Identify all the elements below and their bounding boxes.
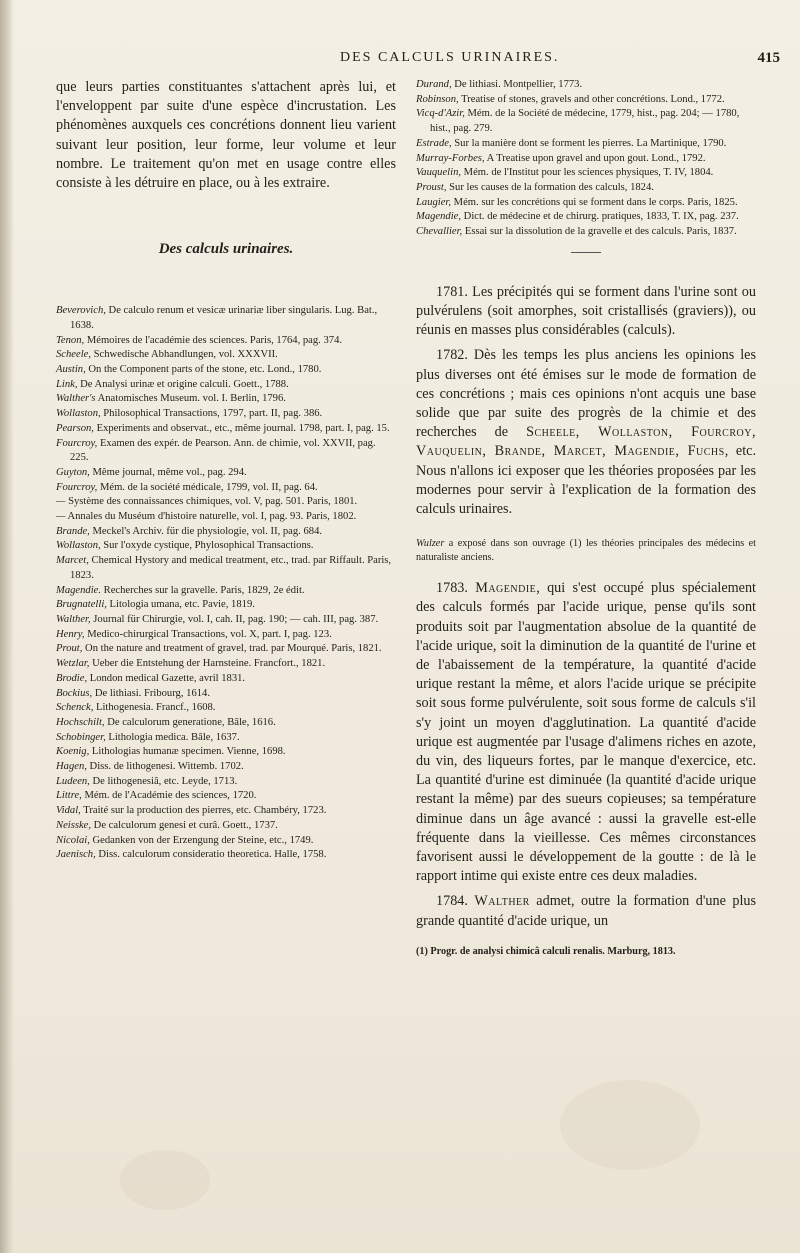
bibliography-text: De calculorum generatione, Bâle, 1616. (104, 716, 276, 728)
paper-stain (560, 1080, 700, 1170)
bibliography-text: Mémoires de l'académie des sciences. Paris, 1764, pag. 374. (84, 334, 343, 346)
bibliography-text: Système des connaissances chimiques, vol. V, pag. 501. Paris, 1801. (65, 496, 358, 508)
bibliography-text: Sur l'oxyde cystique, Phylosophical Transactions. (100, 540, 314, 552)
bibliography-author: Marcet, (56, 555, 89, 567)
bibliography-text: Traité sur la production des pierres, etc. Chambéry, 1723. (80, 805, 327, 817)
bibliography-author: Henry, (56, 628, 85, 640)
bibliography-text: A Treatise upon gravel and upon gout. Lond., 1792. (484, 152, 706, 164)
paragraph-1784-body: admet, outre la formation d'une plus grande quantité d'acide urique, un (416, 893, 757, 929)
bibliography-text: Meckel's Archiv. für die physiologie, vol. II, pag. 684. (89, 525, 323, 537)
bibliography-entry (56, 539, 396, 554)
bibliography-text: De calculorum genesi et curâ. Goett., 1737. (91, 819, 278, 831)
bibliography-entry (416, 225, 756, 240)
bibliography-entry (416, 210, 756, 225)
bibliography-author: Hochschilt, (56, 716, 105, 728)
bibliography-entry (56, 848, 396, 863)
bibliography-text: Journal für Chirurgie, vol. I, cah. II, pag. 190; — cah. III, pag. 387. (90, 613, 379, 625)
bibliography-text: Anatomisches Museum. vol. I. Berlin, 1796. (95, 393, 286, 405)
bibliography-entry (56, 407, 396, 422)
bibliography-author: Murray-Forbes, (416, 152, 485, 164)
paper-stain (120, 1150, 210, 1210)
bibliography-entry (56, 745, 396, 760)
bibliography-text: Diss. calculorum consideratio theoretica. Halle, 1758. (95, 849, 327, 861)
bibliography-entry (56, 437, 396, 466)
bibliography-entry (56, 819, 396, 834)
paragraph-1784-name: Walther (474, 893, 530, 910)
footnote: (1) Progr. de analysi chimicâ calculi renalis. Marburg, 1813. (416, 945, 676, 957)
bibliography-text: Ueber die Entstehung der Harnsteine. Francfort., 1821. (89, 658, 326, 670)
bibliography-author: Jaenisch, (56, 849, 96, 861)
bibliography-author: Vidal, (56, 805, 81, 817)
bibliography-author: Chevallier, (416, 226, 463, 238)
bibliography-author: Durand, (416, 79, 452, 90)
bibliography-author: Walther, (56, 613, 91, 625)
bibliography-entry (56, 584, 396, 599)
bibliography-text: Mém. de l'Académie des sciences, 1720. (81, 790, 257, 802)
bibliography-author: Hagen, (56, 761, 87, 773)
bibliography-author: Laugier, (416, 196, 452, 208)
bibliography-entry (56, 701, 396, 716)
bibliography-author: Magendie. (56, 584, 102, 596)
paragraph-1783-lead: 1783. (436, 580, 476, 597)
bibliography-text: Lithologia medica. Bâle, 1637. (105, 731, 240, 743)
bibliography-author: Wollaston, (56, 540, 101, 552)
bibliography-author: Guyton, (56, 466, 90, 478)
bibliography-text: On the nature and treatment of gravel, trad. par Mourqué. Paris, 1821. (82, 643, 382, 655)
bibliography-entry (56, 687, 396, 702)
bibliography-entry (56, 554, 396, 583)
paragraph-1783-body: , qui s'est occupé plus spécialement des calculs formés par l'acide urique, pense qu'ils sont produits soit par l'augmentation absolue de la quantité de l'acide urique, soit la diminution de la quantité de l'urine et de l'abaissement de la température, la quantité d'acide urique restant la même, et alors l'acide urique se précipite soit sous forme pulvérulente, soit sous forme de calculs s'il s'y joint un moyen d'agglutination. La quantité d'acide urique est augmentée par l'usage d'alimens riches en azote, du vin, des liqueurs fortes, par le manque d'exercice, etc. La quantité d'urine est diminuée (la quantité d'acide urique restant la même) par des sueurs copieuses; sa température diminue dans un âge avancé : aussi la gravelle est-elle fréquente dans la vieillesse. Ces mêmes circonstances favorisent aussi le développement de la goutte : de là le rapport intime qui existe entre ces deux maladies. (416, 580, 756, 885)
bibliography-entry (56, 775, 396, 790)
bibliography-entry (416, 78, 756, 93)
paragraph-1782-end: , etc. Nous n'allons ici exposer que les théories proposées par les modernes pour servir à l'explication de la formation des calculs urinaires. (416, 443, 756, 517)
bibliography-author: Proust, (416, 181, 447, 193)
bibliography-entry (56, 642, 396, 657)
bibliography-text: Examen des expér. de Pearson. Ann. de chimie, vol. XXVII, pag. 225. (70, 437, 376, 464)
bibliography-author: Neisske, (56, 819, 92, 831)
bibliography-text: Litologia umana, etc. Pavie, 1819. (106, 599, 255, 611)
bibliography-author: Scheele, (56, 349, 91, 361)
bibliography-entry (416, 93, 756, 108)
bibliography-entry (56, 334, 396, 349)
inline-note-text: a exposé dans son ouvrage (1) les théories principales des médecins et naturaliste anciens. (416, 538, 756, 564)
paragraph-1782 (416, 346, 756, 519)
bibliography-entry (56, 731, 396, 746)
bibliography-author: Walther's (56, 393, 96, 405)
bibliography-author: Beverovich, (56, 305, 106, 317)
left-column (56, 78, 396, 863)
bibliography-author: Schobinger, (56, 731, 106, 743)
bibliography-list (56, 304, 396, 863)
bibliography-entry (416, 166, 756, 181)
bibliography-entry (416, 181, 756, 196)
paragraph-1781: 1781. Les précipités qui se forment dans l'urine sont ou pulvérulens (soit amorphes, soit cristallisés (graviers)), ou réunis en masses plus considérables (calculs). (416, 283, 756, 339)
bibliography-author: Schenck, (56, 702, 94, 714)
bibliography-author: Vicq-d'Azir, (416, 108, 465, 120)
bibliography-text: De calculo renum et vesicæ urinariæ liber singularis. Lug. Bat., 1638. (70, 305, 378, 331)
bibliography-author: Wetzlar, (56, 658, 90, 670)
bibliography-author: Brande, (56, 525, 90, 537)
bibliography-entry (56, 628, 396, 643)
bibliography-text: De lithiasi. Montpellier, 1773. (451, 79, 583, 90)
bibliography-author: Tenon, (56, 334, 85, 346)
intro-paragraph: que leurs parties constituantes s'attachent après lui, et l'enveloppent par suite d'une espèce d'incrustation. Les phénomènes auxquels ces concrétions donnent lieu varient suivant leur position, leur forme, leur volume et leur nombre. Le traitement qu'on met en usage contre elles consiste à les détruire en place, ou à les extraire. (56, 79, 396, 192)
bibliography-entry (56, 672, 396, 687)
bibliography-author: Robinson, (416, 93, 459, 105)
bibliography-author: Estrade, (416, 137, 452, 149)
bibliography-author: Pearson, (56, 422, 94, 434)
bibliography-author: Brodie, (56, 672, 88, 684)
bibliography-entry (416, 196, 756, 211)
bibliography-author: Link, (56, 378, 78, 390)
bibliography-entry (56, 422, 396, 437)
bibliography-author: Fourcroy, (56, 437, 98, 449)
bibliography-entry (56, 392, 396, 407)
bibliography-author: Littre, (56, 790, 82, 802)
bibliography-entry (56, 613, 396, 628)
bibliography-author: Nicolai, (56, 834, 90, 846)
bibliography-text: Experiments and observat., etc., même journal. 1798, part. I, pag. 15. (93, 422, 390, 434)
bibliography-entry (56, 304, 396, 333)
bibliography-text: Dict. de médecine et de chirurg. pratiques, 1833, T. IX, pag. 237. (461, 211, 739, 223)
bibliography-entry (56, 363, 396, 378)
bibliography-author: Brugnatelli, (56, 599, 107, 611)
bibliography-author: Prout, (56, 643, 83, 655)
paragraph-1782-start: 1782. Dès les temps les plus anciens les opinions les plus diverses ont été émises sur le mode de formation de ces concrétions ; mais ces opinions n'ont acquis une base solide que par suite des progrès de la chimie et des recherches de (416, 347, 756, 441)
inline-note-author: Wulzer (416, 538, 445, 550)
bibliography-author: — (56, 496, 66, 508)
bibliography-text: London medical Gazette, avril 1831. (87, 672, 246, 684)
bibliography-author: Wollaston, (56, 408, 101, 420)
bibliography-text: Chemical Hystory and medical treatment, etc., trad. par Riffault. Paris, 1823. (70, 555, 392, 581)
bibliography-author: — (56, 511, 66, 523)
bibliography-entry (56, 348, 396, 363)
bibliography-author: Austin, (56, 364, 86, 376)
bibliography-text: Treatise of stones, gravels and other concrétions. Lond., 1772. (458, 93, 725, 105)
bibliography-entry (56, 525, 396, 540)
bibliography-text: Lithologias humanæ specimen. Vienne, 1698. (89, 746, 286, 758)
bibliography-entry (56, 598, 396, 613)
bibliography-entry (56, 804, 396, 819)
bibliography-author: Bockius, (56, 687, 93, 699)
bibliography-author: Koenig, (56, 746, 90, 758)
bibliography-entry (56, 466, 396, 481)
bibliography-text: Annales du Muséum d'histoire naturelle, vol. I, pag. 93. Paris, 1802. (65, 511, 357, 523)
bibliography-text: Philosophical Transactions, 1797, part. II, pag. 386. (100, 408, 323, 420)
bibliography-author: Ludeen, (56, 775, 90, 787)
right-column (416, 78, 756, 959)
bibliography-entry (416, 107, 756, 136)
bibliography-author: Vauquelin, (416, 167, 462, 179)
bibliography-text: Sur les causes de la formation des calculs, 1824. (446, 181, 654, 193)
page-spine-shadow (0, 0, 14, 1253)
bibliography-entry (56, 481, 396, 496)
bibliography-entry (56, 789, 396, 804)
bibliography-text: De lithiasi. Fribourg, 1614. (92, 687, 210, 699)
bibliography-entry (56, 510, 396, 525)
bibliography-entry (416, 152, 756, 167)
separator-rule (571, 252, 601, 253)
bibliography-entry (416, 137, 756, 152)
paragraph-1783 (416, 579, 756, 886)
bibliography-entry (56, 495, 396, 510)
bibliography-text: Medico-chirurgical Transactions, vol. X, part. I, pag. 123. (84, 628, 332, 640)
bibliography-text: Mém. de l'Institut pour les sciences physiques, T. IV, 1804. (461, 167, 714, 179)
bibliography-entry (56, 657, 396, 672)
bibliography-entry (56, 716, 396, 731)
bibliography-text: De Analysi urinæ et origine calculi. Goett., 1788. (77, 378, 289, 390)
bibliography-text: Mém. de la société médicale, 1799, vol. II, pag. 64. (97, 481, 318, 493)
running-head: DES CALCULS URINAIRES. (340, 50, 560, 65)
bibliography-text: Schwedische Abhandlungen, vol. XXXVII. (91, 349, 278, 361)
bibliography-entry (56, 834, 396, 849)
page-number: 415 (757, 50, 780, 66)
bibliography-text: Mém. sur les concrétions qui se forment dans le corps. Paris, 1825. (451, 196, 738, 208)
section-title: Des calculs urinaires. (158, 241, 294, 258)
bibliography-text: Recherches sur la gravelle. Paris, 1829, 2e édit. (101, 584, 305, 596)
bibliography-text: On the Component parts of the stone, etc. Lond., 1780. (85, 364, 322, 376)
bibliography-list-continued (416, 78, 756, 240)
bibliography-text: De lithogenesiâ, etc. Leyde, 1713. (89, 775, 238, 787)
paragraph-1782-names: Scheele, Wollaston, Fourcroy, Vauquelin, Brande, Marcet, Magendie, Fuchs (416, 424, 756, 460)
bibliography-text: Sur la manière dont se forment les pierres. La Martinique, 1790. (451, 137, 727, 149)
paragraph-1784-lead: 1784. (436, 893, 475, 910)
bibliography-text: Essai sur la dissolution de la gravelle et des calculs. Paris, 1837. (462, 226, 737, 238)
bibliography-text: Même journal, même vol., pag. 294. (89, 466, 247, 478)
paragraph-1784 (416, 892, 756, 930)
bibliography-text: Gedanken von der Erzengung der Steine, etc., 1749. (89, 834, 314, 846)
bibliography-author: Fourcroy, (56, 481, 98, 493)
bibliography-author: Magendie, (416, 211, 462, 223)
bibliography-text: Lithogenesia. Francf., 1608. (93, 702, 216, 714)
paragraph-1783-name: Magendie (475, 580, 537, 597)
inline-note (416, 537, 756, 565)
bibliography-text: Mém. de la Société de médecine, 1779, hist., pag. 204; — 1780, hist., pag. 279. (430, 108, 740, 135)
bibliography-entry (56, 378, 396, 393)
bibliography-entry (56, 760, 396, 775)
bibliography-text: Diss. de lithogenesi. Wittemb. 1702. (86, 761, 244, 773)
